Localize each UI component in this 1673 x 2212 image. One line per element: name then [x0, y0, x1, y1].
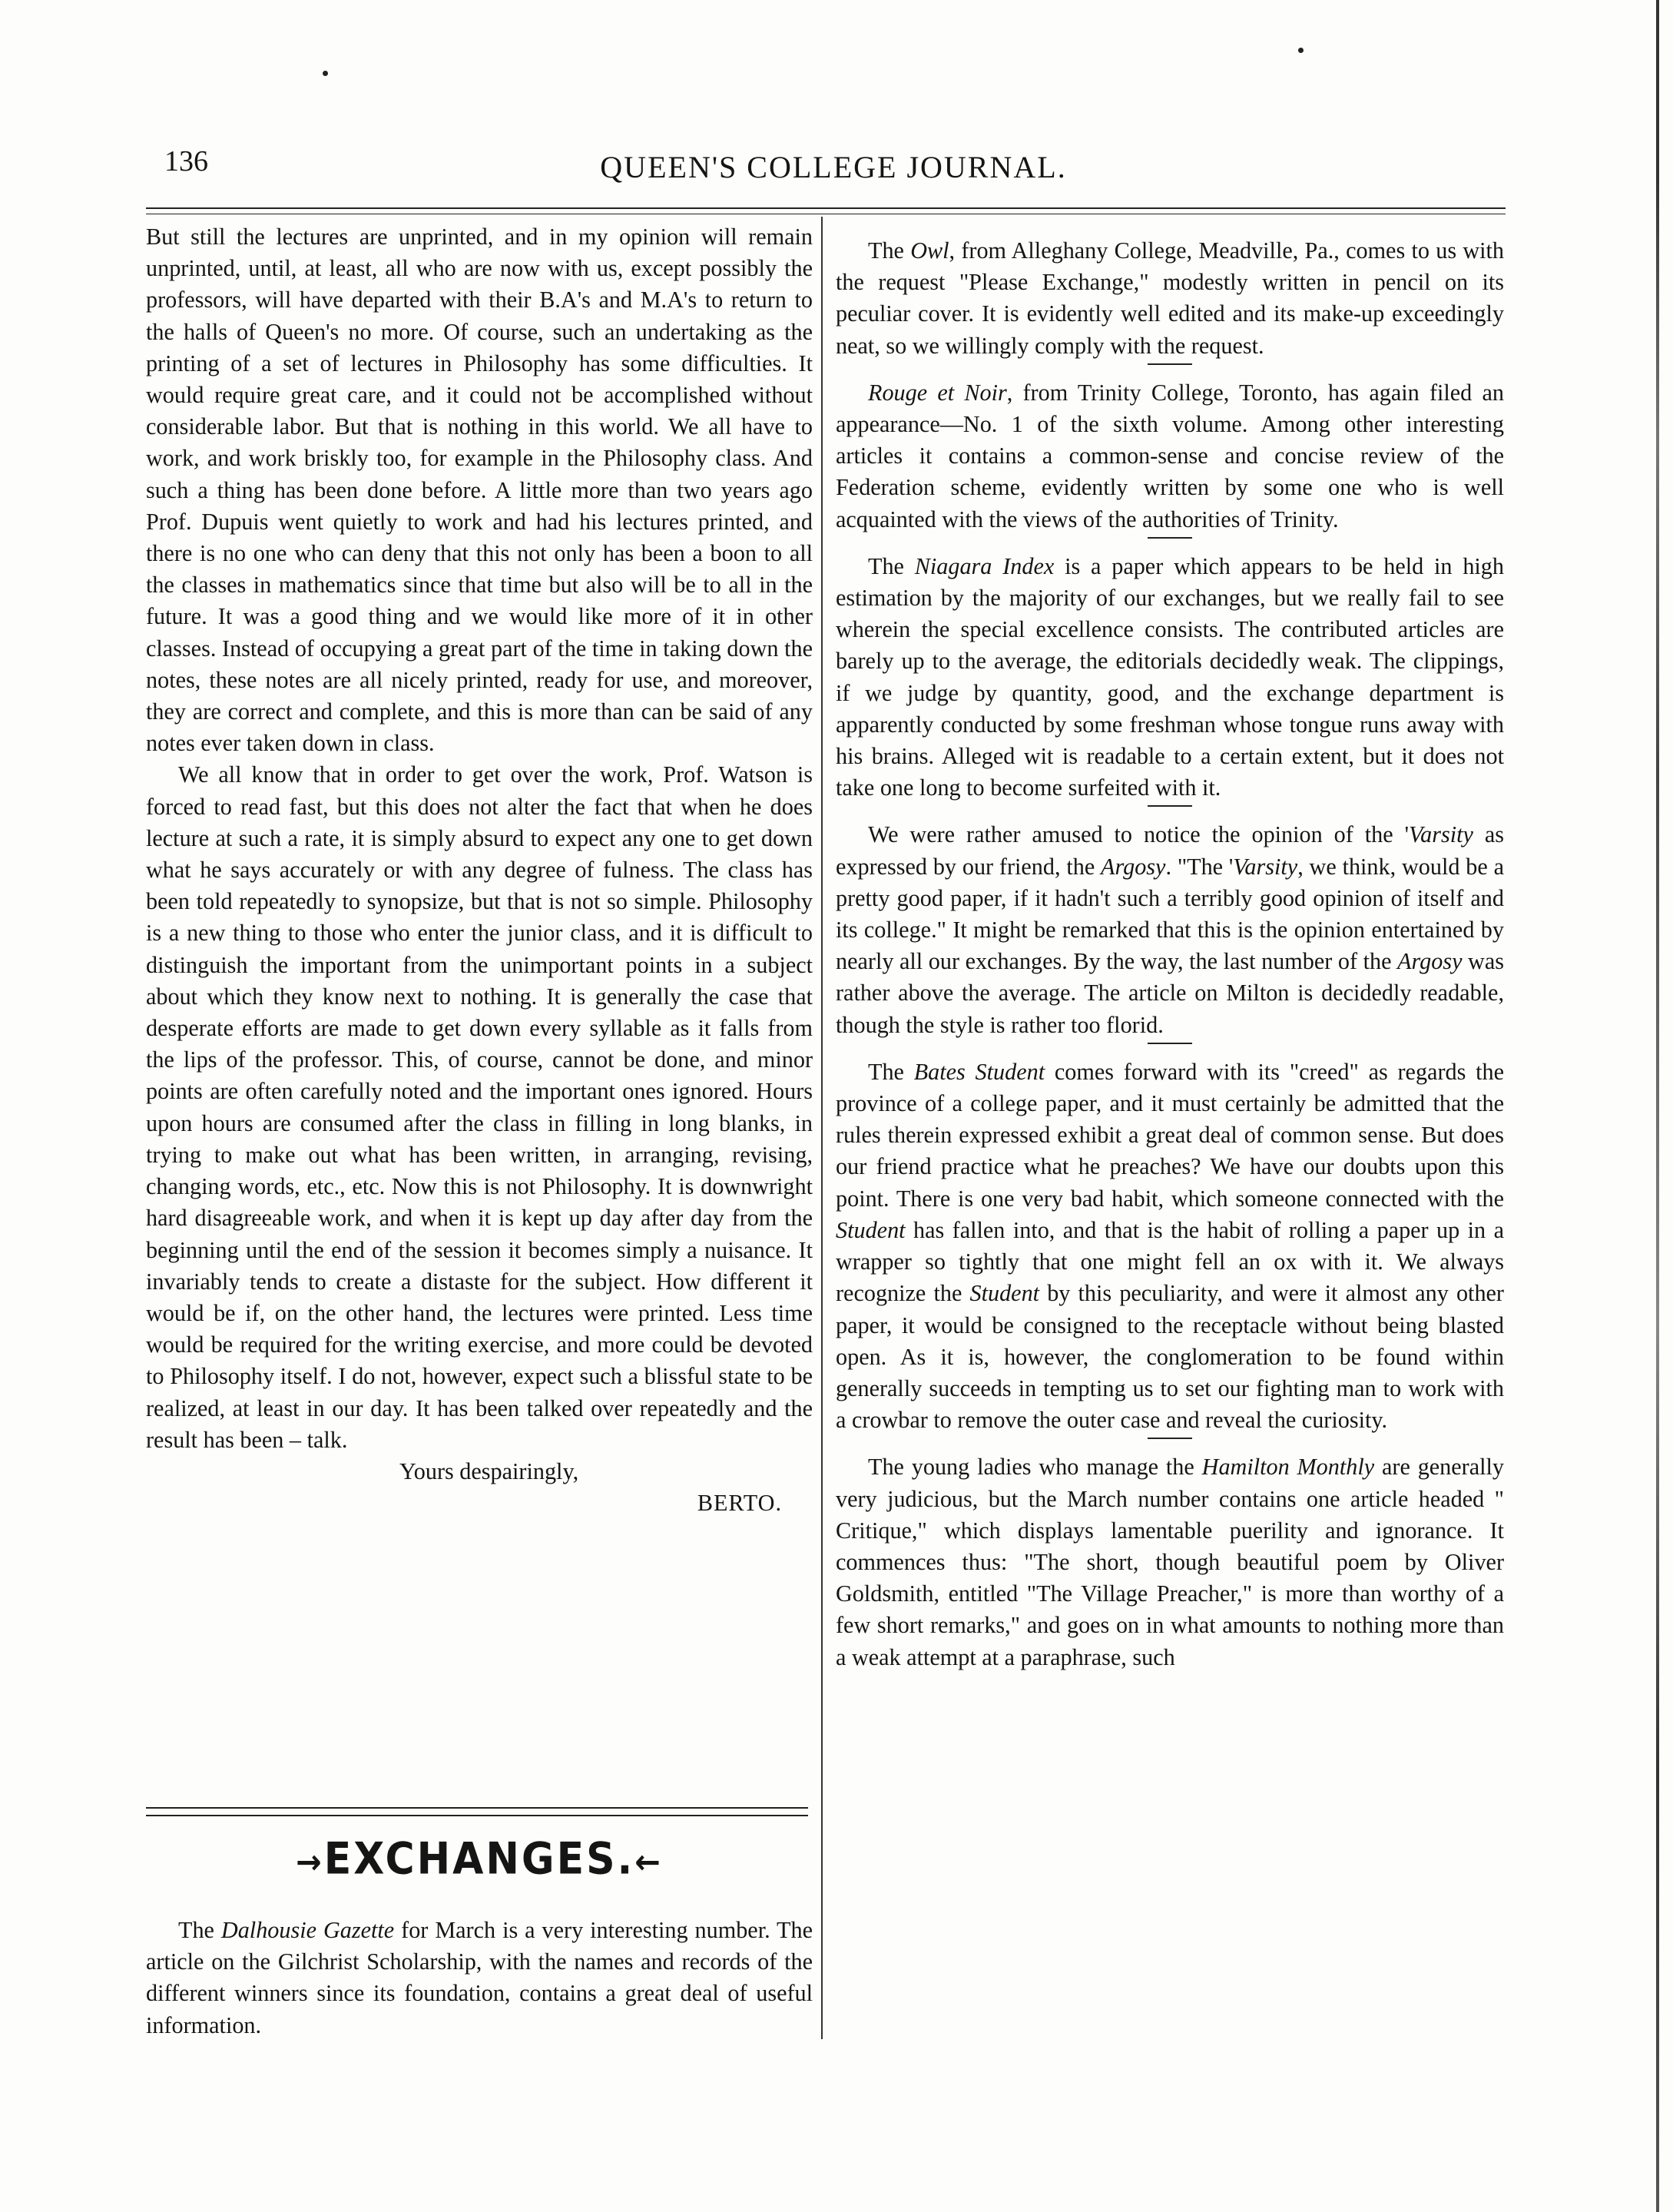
- section-rule-top: [146, 1807, 808, 1809]
- publication-name: Niagara Index: [914, 552, 1055, 579]
- item-separator: [1148, 1043, 1192, 1044]
- publication-name: Argosy: [1397, 948, 1463, 975]
- exchange-item-rouge-et-noir: [836, 377, 1504, 536]
- publication-name: Student: [836, 1216, 906, 1243]
- exchange-item-niagara-index: [836, 551, 1504, 804]
- text-run: are generally very judicious, but the March number contains one article headed " Critique," which displays lamentable puerility and ignorance. It commences thus: "The short, though beautiful poem by Oliver Goldsmith, entitled "The Village Preacher," is more than worthy of a few short remarks," and goes on in what amounts to nothing more than a weak attempt at a paraphrase, such: [836, 1454, 1504, 1670]
- exchange-item-dalhousie: [146, 1915, 813, 2041]
- text-run: is a paper which appears to be held in high estimation by the majority of our exchanges, but we really fail to see wherein the special excellence consists. The contributed articles are barely up to the average, the editorials decidedly weak. The clippings, if we judge by quantity, good, and the exchange department is apparently conducted by some freshman whose tongue runs away with his brains. Alleged wit is readable to a certain extent, but it does not take one long to become surfeited with it.: [836, 552, 1504, 801]
- text-run: was rather above the average. The article on Milton is decidedly readable, though the style is rather too florid.: [836, 948, 1504, 1038]
- heading-left-ornament: →: [296, 1843, 324, 1882]
- text-run: The: [178, 1917, 221, 1943]
- page-number: 136: [164, 145, 208, 177]
- ink-speck: [1298, 48, 1304, 53]
- exchanges-left-column: [146, 1915, 813, 2041]
- text-run: The: [868, 237, 911, 264]
- letter-column: [146, 221, 813, 1519]
- letter-signoff: Yours despairingly,: [399, 1458, 579, 1484]
- item-separator: [1148, 363, 1192, 365]
- item-separator: [1148, 537, 1192, 539]
- text-run: The young ladies who manage the: [868, 1454, 1202, 1481]
- text-run: . "The ': [1165, 853, 1234, 880]
- page-header: [154, 144, 1513, 198]
- journal-title: QUEEN'S COLLEGE JOURNAL.: [600, 150, 1067, 184]
- publication-name: Bates Student: [913, 1058, 1045, 1085]
- exchanges-heading: [146, 1834, 813, 1885]
- text-run: as expressed by our friend, the: [836, 821, 1505, 880]
- text-run: The: [868, 552, 915, 579]
- exchange-item-owl: [836, 235, 1504, 362]
- text-run: has fallen into, and that is the habit of rolling a paper up in a wrapper so tightly that one might fell an ox with it. We always recognize the: [836, 1216, 1504, 1307]
- exchanges-right-column: [836, 235, 1504, 1673]
- publication-name: Owl: [910, 237, 949, 264]
- publication-name: Argosy: [1101, 853, 1166, 880]
- scan-edge: [1656, 0, 1659, 2212]
- letter-paragraph: We all know that in order to get over the work, Prof. Watson is forced to read fast, but this does not alter the fact that when he does lecture at such a rate, it is simply absurd to expect any one to get down what he says accurately or with any degree of fulness. The class has been told repeatedly to synopsize, but that is not so simple. Philosophy is a new thing to those who enter the junior class, and it is difficult to distinguish the important from the unimportant points in a subject about which they know next to nothing. It is generally the case that desperate efforts are made to get down every syllable as it falls from the lips of the professor. This, of course, cannot be done, and minor points are often carefully noted and the important ones ignored. Hours upon hours are consumed after the class in filling in long blanks, in trying to make out what has been written, in arranging, revising, changing words, etc., etc. Now this is not Philosophy. It is downwright hard disagreeable work, and when it is kept up day after day from the beginning until the end of the session it becomes simply a nuisance. It invariably tends to create a distaste for the subject. How different it would be if, on the other hand, the lectures were printed. Less time would be required for the writing exercise, and more could be devoted to Philosophy itself. I do not, however, expect such a blissful state to be realized, at least in our day. It has been talked over repeatedly and the result has been – talk.: [146, 761, 813, 1453]
- exchange-item-hamilton-monthly: [836, 1451, 1504, 1673]
- text-run: , we think, would be a pretty good paper, if it hadn't such a terribly good opinion of itself and its college." It might be remarked that this is the opinion entertained by nearly all our exchanges. By the way, the last number of the: [836, 853, 1504, 975]
- item-separator: [1148, 805, 1192, 807]
- header-rule-top: [146, 207, 1506, 209]
- letter-paragraph: But still the lectures are unprinted, and in my opinion will remain unprinted, until, at least, all who are now with us, except possibly the professors, will have departed with their B.A's and M.A's to return to the halls of Queen's no more. Of course, such an undertaking as the printing of a set of lectures in Philosophy has some difficulties. It would require great care, and it could not be accomplished without considerable labor. But that is nothing in this world. We all have to work, and work briskly too, for example in the Philosophy class. And such a thing has been done before. A little more than two years ago Prof. Dupuis went quietly to work and had his lectures printed, and there is no one who can deny that this not only has been a boon to all the classes in mathematics since that time but also will be to all in the future. It was a good thing and we would like more of it in other classes. Instead of occupying a great part of the time in taking down the notes, these notes are all nicely printed, ready for use, and moreover, they are correct and complete, and this is more than can be said of any notes ever taken down in class.: [146, 224, 813, 757]
- publication-name: Student: [969, 1280, 1040, 1307]
- heading-right-ornament: ←: [634, 1843, 663, 1882]
- letter-signature: BERTO.: [697, 1490, 782, 1517]
- publication-name: Varsity: [1409, 821, 1473, 848]
- text-run: , from Trinity College, Toronto, has again filed an appearance—No. 1 of the sixth volume. Among other interesting articles it contains a common-sense and concise review of the Federation scheme, evidently written by some one who is well acquainted with the views of the authorities of Trinity.: [836, 379, 1504, 532]
- section-rule-bottom: [146, 1815, 808, 1816]
- text-run: by this peculiarity, and were it almost any other paper, it would be consigned to the receptacle without being blasted open. As it is, however, the conglomeration to be found within generally succeeds in tempting us to set our fighting man to work with a crowbar to remove the outer case and reveal the curiosity.: [836, 1280, 1504, 1434]
- exchange-item-varsity: [836, 819, 1504, 1040]
- text-run: We were rather amused to notice the opinion of the ': [868, 821, 1410, 848]
- publication-name: Hamilton Monthly: [1201, 1454, 1375, 1481]
- publication-name: Varsity: [1233, 853, 1298, 880]
- publication-name: Dalhousie Gazette: [220, 1917, 395, 1943]
- item-separator: [1148, 1438, 1192, 1439]
- text-run: for March is a very interesting number. The article on the Gilchrist Scholarship, with the names and records of the different winners since its foundation, contains a great deal of useful information.: [146, 1917, 813, 2038]
- exchange-item-bates-student: [836, 1056, 1504, 1436]
- ink-speck: [323, 71, 328, 76]
- text-run: comes forward with its "creed" as regards the province of a college paper, and it must certainly be admitted that the rules therein expressed exhibit a great deal of common sense. But does our friend practice what he preaches? We have our doubts upon this point. There is one very bad habit, which someone connected with the: [836, 1058, 1504, 1212]
- text-run: , from Alleghany College, Meadville, Pa., comes to us with the request "Please Exchange," modestly written in pencil on its peculiar cover. It is evidently well edited and its make-up exceedingly neat, so we willingly comply with the request.: [836, 237, 1504, 359]
- column-divider: [821, 217, 823, 2039]
- publication-name: Rouge et Noir: [868, 379, 1007, 406]
- heading-text: EXCHANGES.: [323, 1834, 635, 1885]
- text-run: The: [868, 1058, 914, 1085]
